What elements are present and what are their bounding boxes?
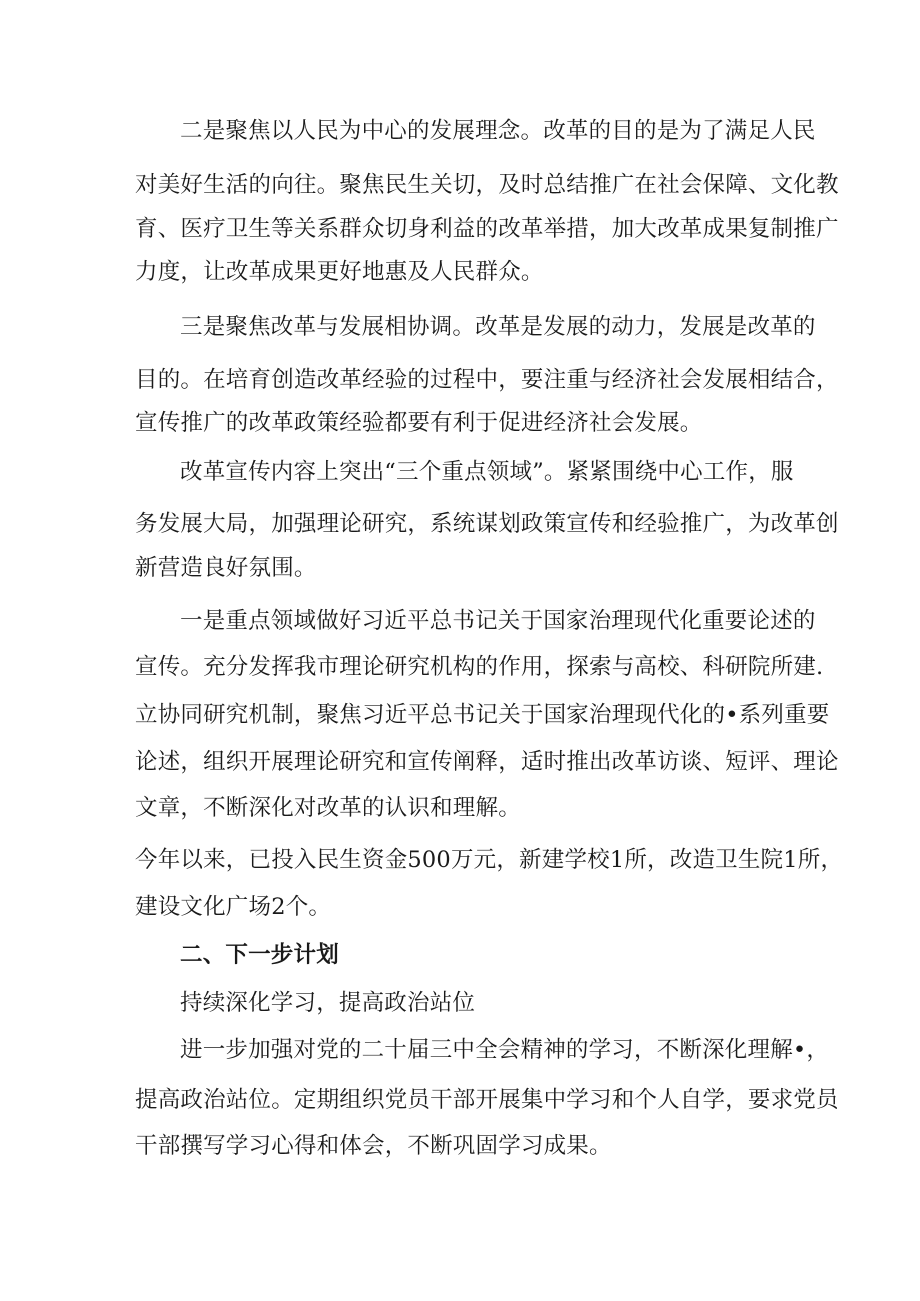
- paragraph-1-line-4: 力度，让改革成果更好地惠及人民群众。: [135, 259, 544, 285]
- paragraph-5-line-2: 建设文化广场2个。: [135, 894, 332, 920]
- paragraph-3-line-1: 改革宣传内容上突出“三个重点领域”。紧紧围绕中心工作，服: [180, 459, 794, 485]
- paragraph-4-line-1: 一是重点领域做好习近平总书记关于国家治理现代化重要论述的: [180, 608, 816, 634]
- paragraph-4-line-3: 立协同研究机制，聚焦习近平总书记关于国家治理现代化的•系列重要: [135, 702, 830, 728]
- paragraph-2-line-1: 三是聚焦改革与发展相协调。改革是发展的动力，发展是改革的: [180, 314, 816, 340]
- paragraph-5-line-1: 今年以来，已投入民生资金500万元，新建学校1所，改造卫生院1所，: [135, 847, 844, 873]
- paragraph-4-line-2: 宣传。充分发挥我市理论研究机构的作用，探索与高校、科研院所建.: [135, 654, 824, 680]
- section-heading: 二、下一步计划: [180, 942, 339, 968]
- paragraph-6-line-3: 干部撰写学习心得和体会，不断巩固学习成果。: [135, 1133, 612, 1159]
- subheading: 持续深化学习，提高政治站位: [180, 990, 476, 1016]
- paragraph-4-line-4: 论述，组织开展理论研究和宣传阐释，适时推出改革访谈、短评、理论: [135, 749, 839, 775]
- paragraph-4-line-5: 文章，不断深化对改革的认识和理解。: [135, 795, 521, 821]
- paragraph-3-line-3: 新营造良好氛围。: [135, 555, 317, 581]
- paragraph-3-line-2: 务发展大局，加强理论研究，系统谋划政策宣传和经验推广，为改革创: [135, 511, 839, 537]
- paragraph-1-line-3: 育、医疗卫生等关系群众切身利益的改革举措，加大改革成果复制推广: [135, 216, 839, 242]
- paragraph-2-line-3: 宣传推广的改革政策经验都要有利于促进经济社会发展。: [135, 410, 703, 436]
- paragraph-6-line-1: 进一步加强对党的二十届三中全会精神的学习，不断深化理解•，: [180, 1037, 830, 1063]
- paragraph-1-line-2: 对美好生活的向往。聚焦民生关切，及时总结推广在社会保障、文化教: [135, 172, 839, 198]
- paragraph-2-line-2: 目的。在培育创造改革经验的过程中，要注重与经济社会发展相结合，: [135, 367, 839, 393]
- paragraph-6-line-2: 提高政治站位。定期组织党员干部开展集中学习和个人自学，要求党员: [135, 1087, 839, 1113]
- paragraph-1-line-1: 二是聚焦以人民为中心的发展理念。改革的目的是为了满足人民: [180, 118, 816, 144]
